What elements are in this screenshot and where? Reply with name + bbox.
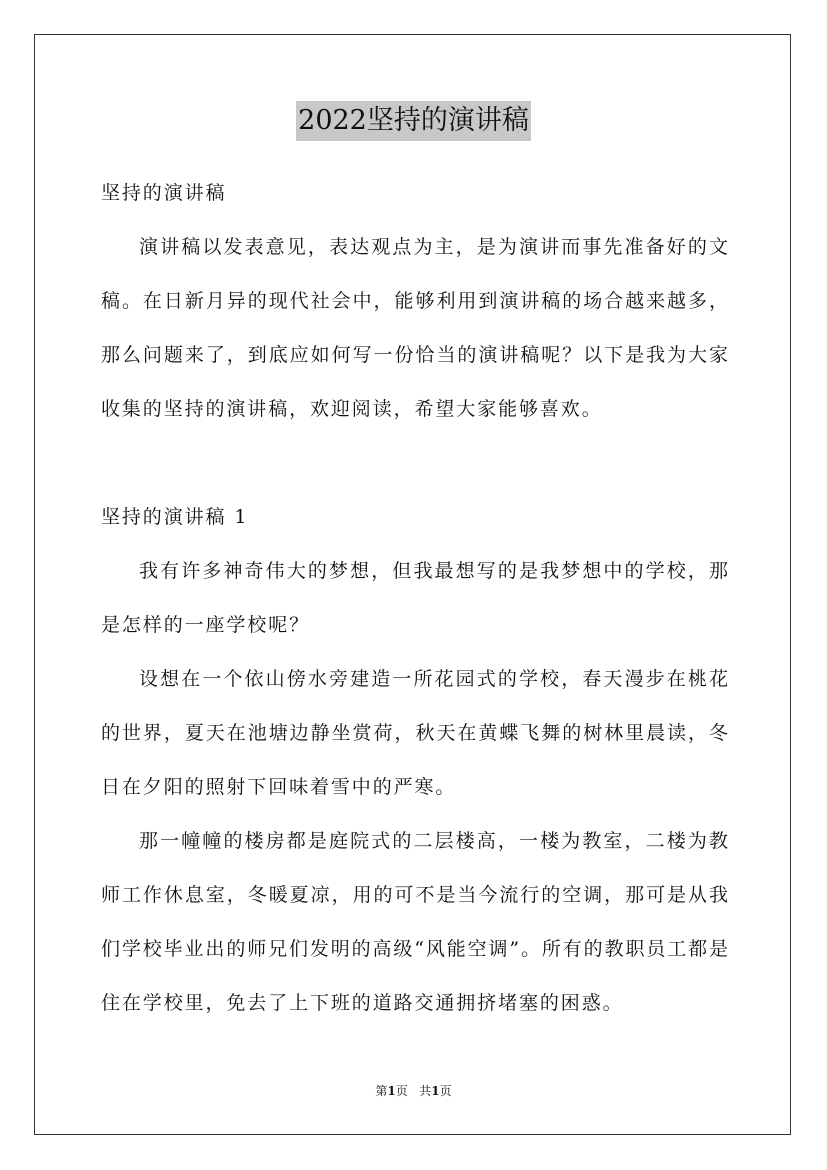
section-heading: 坚持的演讲稿	[101, 182, 227, 204]
page-label-suffix: 页	[395, 1084, 408, 1098]
paragraph-line: 设想在一个依山傍水旁建造一所花园式的学校，春天漫步在桃花	[139, 668, 728, 690]
paragraph-line: 住在学校里，免去了上下班的道路交通拥挤堵塞的困惑。	[101, 992, 624, 1014]
blank-line	[101, 436, 728, 490]
title-container	[0, 101, 827, 141]
page-footer	[0, 1082, 827, 1100]
paragraph-line: 日在夕阳的照射下回味着雪中的严寒。	[101, 776, 457, 798]
section-heading: 坚持的演讲稿 1	[101, 506, 249, 528]
paragraph-line: 那一幢幢的楼房都是庭院式的二层楼高，一楼为教室，二楼为教	[139, 830, 728, 852]
paragraph-line: 收集的坚持的演讲稿，欢迎阅读，希望大家能够喜欢。	[101, 398, 603, 420]
document-body	[101, 166, 728, 1030]
total-pages: 1	[431, 1084, 440, 1098]
total-label-suffix: 页	[439, 1084, 452, 1098]
paragraph-line: 稿。在日新月异的现代社会中，能够利用到演讲稿的场合越来越多，	[101, 290, 728, 312]
paragraph-line: 的世界，夏天在池塘边静坐赏荷，秋天在黄蝶飞舞的树林里晨读，冬	[101, 722, 728, 744]
paragraph-line: 演讲稿以发表意见，表达观点为主，是为演讲而事先准备好的文	[139, 236, 728, 258]
total-label-prefix: 共	[419, 1084, 432, 1098]
page-label-prefix: 第	[375, 1084, 388, 1098]
paragraph-line: 们学校毕业出的师兄们发明的高级“风能空调”。所有的教职员工都是	[101, 938, 728, 960]
document-title: 2022坚持的演讲稿	[296, 101, 531, 141]
page-number: 1	[387, 1084, 396, 1098]
paragraph-line: 我有许多神奇伟大的梦想，但我最想写的是我梦想中的学校，那	[139, 560, 728, 582]
paragraph-line: 是怎样的一座学校呢？	[101, 614, 311, 636]
paragraph-line: 师工作休息室，冬暖夏凉，用的可不是当今流行的空调，那可是从我	[101, 884, 728, 906]
paragraph-line: 那么问题来了，到底应如何写一份恰当的演讲稿呢？以下是我为大家	[101, 344, 728, 366]
